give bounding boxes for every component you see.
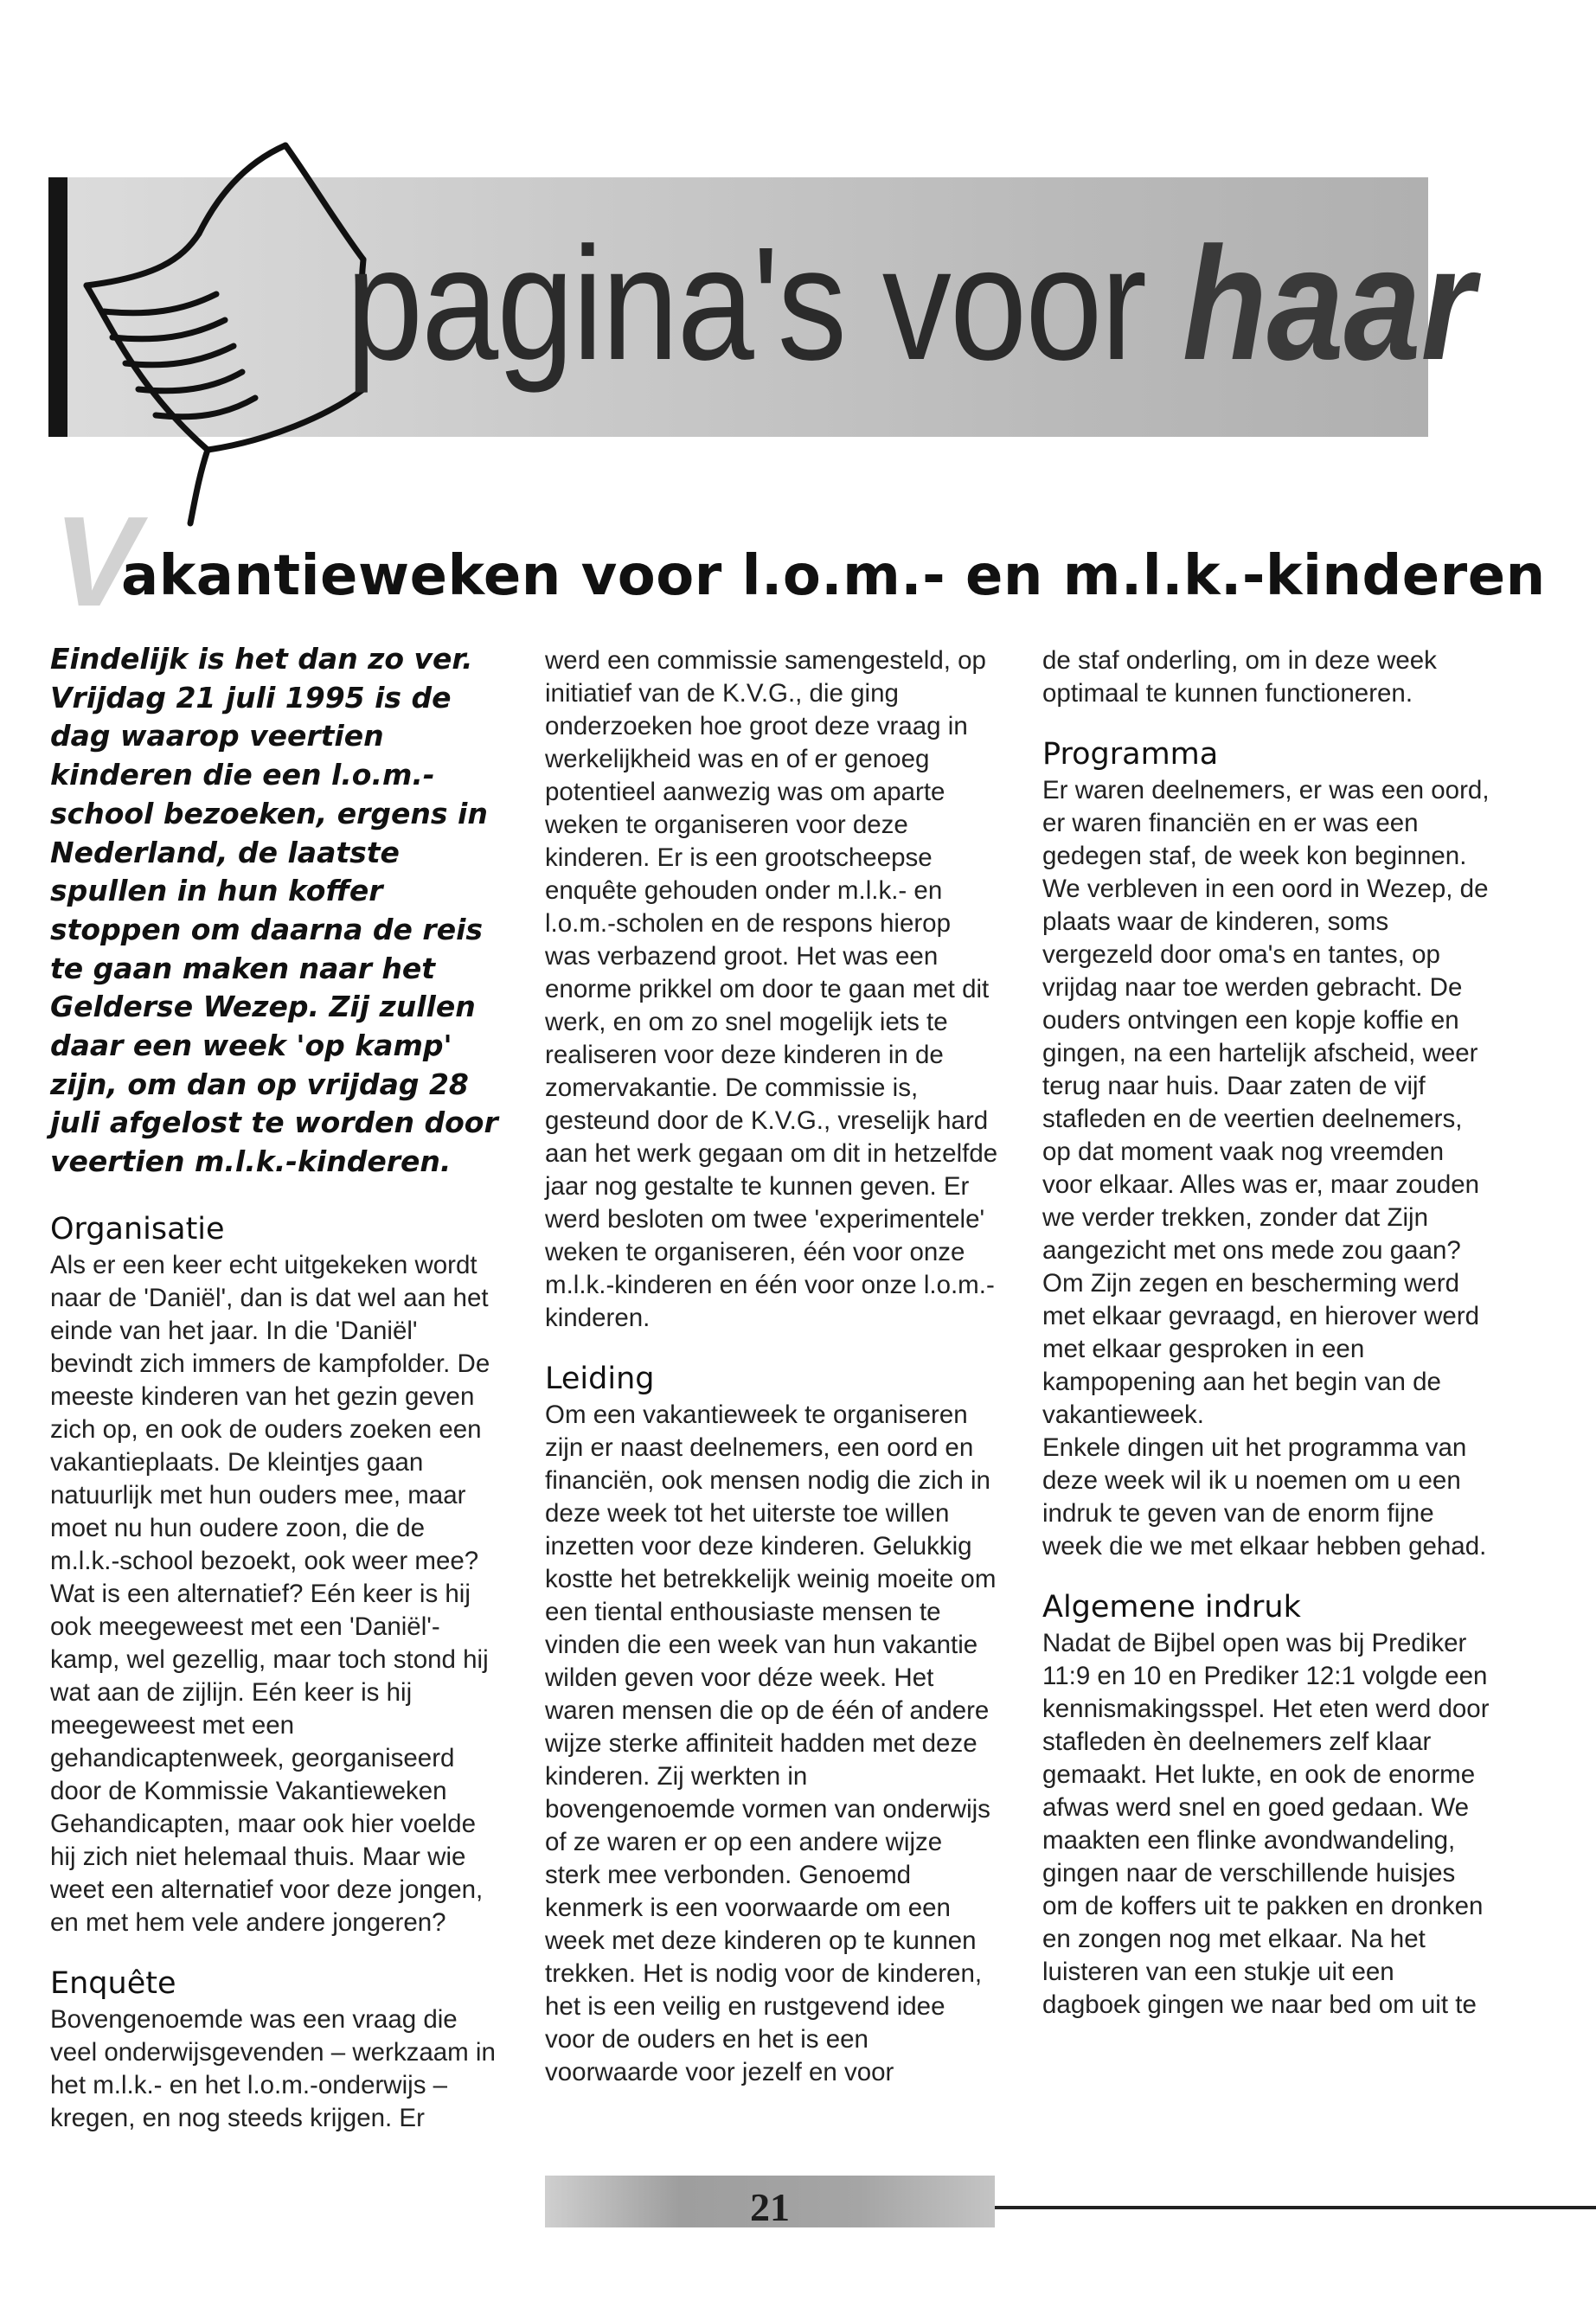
enquete-text-part2: werd een commissie samengesteld, op initiatief van de K.V.G., die ging onderzoeken hoe groot deze vraag in werkelijkheid was en of er genoeg potentieel aanwezig was om aparte weken te organiseren voor deze kinderen. Er is een grootscheepse enquête gehouden onder m.l.k.- en l.o.m.-scholen en de respons hierop was verbazend groot. Het was een enorme prikkel om door te gaan met dit werk, en om zo snel mogelijk iets te realiseren voor deze kinderen in de zomervakantie. De commissie is, gesteund door de K.V.G., vreselijk hard aan het werk gegaan om dit in hetzelfde jaar nog gestalte te kunnen geven. Er werd besloten om twee 'experimentele' weken te organiseren, één voor onze m.l.k.-kinderen en één voor onze l.o.m.-kinderen. <box>545 646 998 1332</box>
leiding-text-part2: de staf onderling, om in deze week optimaal te kunnen functioneren. <box>1042 646 1437 708</box>
banner-title-light: pagina's voor <box>346 215 1183 394</box>
section-heading-organisatie: Organisatie <box>50 1211 225 1247</box>
section-heading-programma: Programma <box>1042 737 1219 772</box>
column-2 <box>545 644 999 2089</box>
section-heading-algemene-indruk: Algemene indruk <box>1042 1590 1301 1625</box>
leiding-text-part1: Om een vakantieweek te organiseren zijn er naast deelnemers, een oord en financiën, ook mensen nodig die zich in deze week tot het uiterste toe willen inzetten voor deze kinderen. Gelukkig kostte het betrekkelijk weinig moeite om een tiental enthousiaste mensen te vinden die een week van hun vakantie wilden geven voor déze week. Het waren mensen die op de één of andere wijze sterke affiniteit hadden met deze kinderen. Zij werkten in bovengenoemde vormen van onderwijs of ze waren er op een andere wijze sterk mee verbonden. Genoemd kenmerk is een voorwaarde om een week met deze kinderen op te kunnen trekken. Het is nodig voor de kinderen, het is een veilig en rustgevend idee voor de ouders en het is een voorwaarde voor jezelf en voor <box>545 1400 997 2086</box>
footer-rule <box>995 2206 1596 2209</box>
column-1 <box>50 640 498 2135</box>
programma-text-1: Er waren deelnemers, er was een oord, er waren financiën en er was een gedegen staf, de week kon beginnen. We verbleven in een oord in Wezep, de plaats waar de kinderen, soms vergezeld door oma's en tantes, op vrijdag naar toe werden gebracht. De ouders ontvingen een kopje koffie en gingen, na een hartelijk afscheid, weer terug naar huis. Daar zaten de vijf stafleden en de veertien deelnemers, op dat moment vaak nog vreemden voor elkaar. Alles was er, maar zouden we verder trekken, zonder dat Zijn aangezicht met ons mede zou gaan? Om Zijn zegen en bescherming werd met elkaar gevraagd, en hierover werd met elkaar gesproken in een kampopening aan het begin van de vakantieweek. <box>1042 776 1490 1429</box>
column-3 <box>1042 644 1492 2022</box>
programma-text-2: Enkele dingen uit het programma van deze week wil ik u noemen om u een indruk te geven van de enorm fijne week die we met elkaar hebben gehad. <box>1042 1433 1487 1561</box>
section-heading-leiding: Leiding <box>545 1362 655 1396</box>
intro-paragraph: Eindelijk is het dan zo ver. Vrijdag 21 juli 1995 is de dag waarop veertien kinderen die een l.o.m.-school bezoeken, ergens in Nederland, de laatste spullen in hun koffer stoppen om daarna de reis te gaan maken naar het Gelderse Wezep. Zij zullen daar een week 'op kamp' zijn, om dan op vrijdag 28 juli afgelost te worden door veertien m.l.k.-kinderen. <box>50 642 498 1179</box>
banner-title-bold: haar <box>1182 215 1475 394</box>
section-heading-enquete: Enquête <box>50 1965 176 2001</box>
headline-dropcap: V <box>54 490 139 633</box>
article-headline <box>54 490 1546 633</box>
page-number: 21 <box>750 2185 790 2229</box>
headline-text: akantieweken voor l.o.m.- en m.l.k.-kinderen <box>121 544 1546 608</box>
algemene-indruk-text: Nadat de Bijbel open was bij Prediker 11:9 en 10 en Prediker 12:1 volgde een kennismakingsspel. Het eten werd door stafleden èn deelnemers zelf klaar gemaakt. Het lukte, en ook de enorme afwas werd snel en goed gedaan. We maakten een flinke avondwandeling, gingen naar de verschillende huisjes om de koffers uit te pakken en dronken en zongen nog met elkaar. Na het luisteren van een stukje uit een dagboek gingen we naar bed om uit te <box>1042 1629 1490 2019</box>
banner-title <box>346 201 1475 408</box>
enquete-text-part1: Bovengenoemde was een vraag die veel onderwijsgevenden – werkzaam in het m.l.k.- en het l.o.m.-onderwijs – kregen, en nog steeds krijgen. Er <box>50 2004 496 2132</box>
organisatie-text: Als er een keer echt uitgekeken wordt naar de 'Daniël', dan is dat wel aan het einde van het jaar. In die 'Daniël' bevindt zich immers de kampfolder. De meeste kinderen van het gezin geven zich op, en ook de ouders zoeken een vakantieplaats. De kleintjes gaan natuurlijk met hun ouders mee, maar moet nu hun oudere zoon, die de m.l.k.-school bezoekt, ook weer mee? Wat is een alternatief? Eén keer is hij ook meegeweest met een 'Daniël'-kamp, wel gezellig, maar toch stond hij wat aan de zijlijn. Eén keer is hij meegeweest met een gehandicaptenweek, georganiseerd door de Kommissie Vakantieweken Gehandicapten, maar ook hier voelde hij zich niet helemaal thuis. Maar wie weet een alternatief voor deze jongen, en met hem vele andere jongeren? <box>50 1250 490 1937</box>
